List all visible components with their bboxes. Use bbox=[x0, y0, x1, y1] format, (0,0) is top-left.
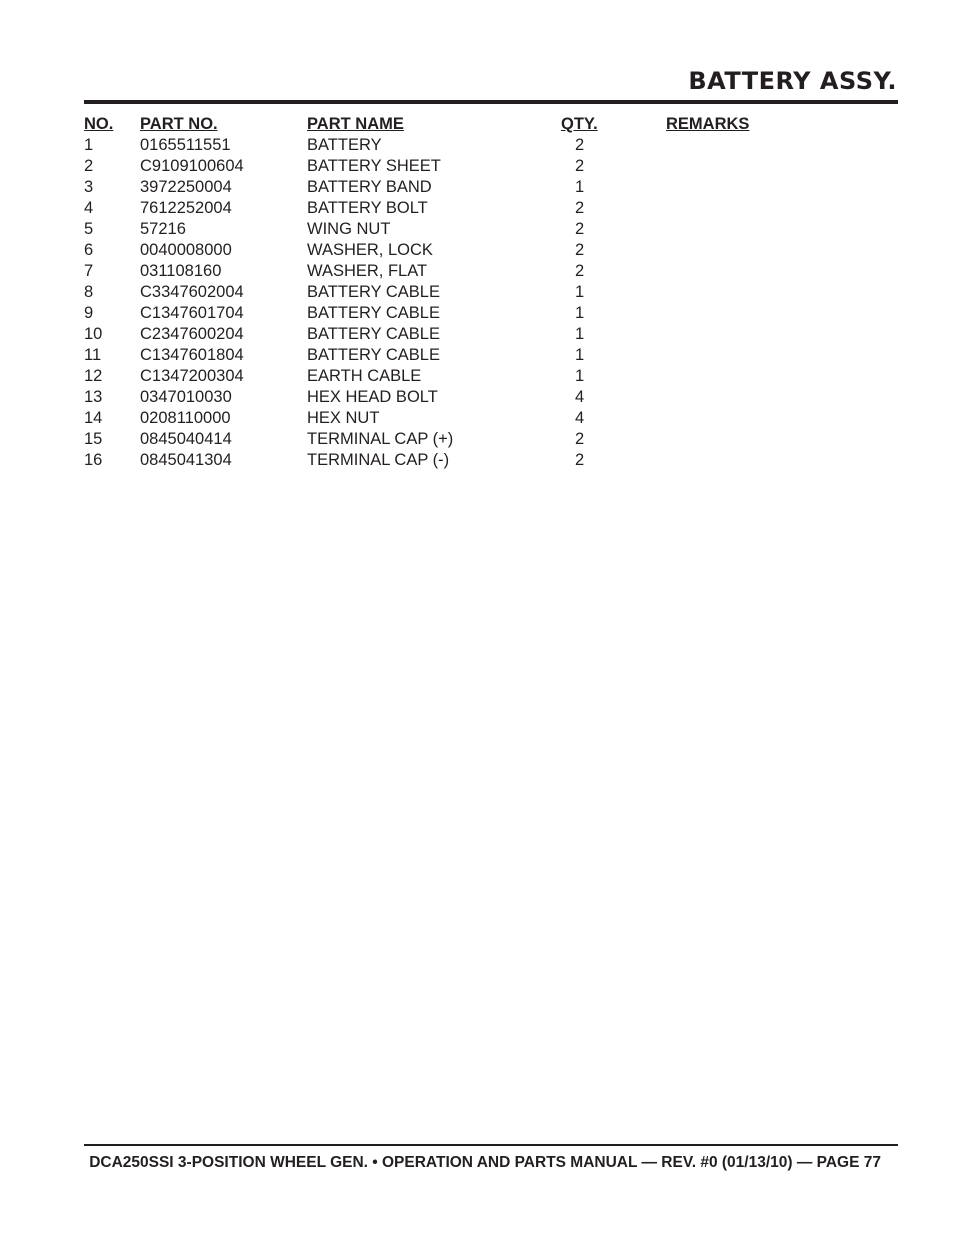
cell-part-name: BATTERY BOLT bbox=[307, 199, 428, 217]
table-row bbox=[84, 219, 844, 240]
table-row bbox=[84, 387, 844, 408]
cell-no: 2 bbox=[84, 157, 94, 175]
table-row bbox=[84, 303, 844, 324]
cell-part-name: BATTERY CABLE bbox=[307, 325, 440, 343]
cell-no: 15 bbox=[84, 430, 103, 448]
page-footer: DCA250SSI 3-POSITION WHEEL GEN. • OPERATION AND PARTS MANUAL — REV. #0 (01/13/10) — PAGE 77 bbox=[89, 1154, 881, 1171]
cell-remarks bbox=[666, 303, 816, 324]
table-row bbox=[84, 198, 844, 219]
cell-part-no: C1347200304 bbox=[140, 367, 244, 385]
cell-no: 3 bbox=[84, 178, 94, 196]
cell-qty: 2 bbox=[575, 430, 585, 448]
cell-part-no: 7612252004 bbox=[140, 199, 232, 217]
cell-no: 8 bbox=[84, 283, 94, 301]
cell-part-name: BATTERY CABLE bbox=[307, 283, 440, 301]
cell-part-no: 0040008000 bbox=[140, 241, 232, 259]
table-row bbox=[84, 429, 844, 450]
cell-part-no: 0347010030 bbox=[140, 388, 232, 406]
cell-remarks bbox=[666, 261, 816, 282]
cell-part-no: 0208110000 bbox=[140, 409, 231, 427]
cell-qty: 1 bbox=[575, 325, 585, 343]
cell-remarks bbox=[666, 324, 816, 345]
cell-qty: 2 bbox=[575, 262, 585, 280]
footer-rule bbox=[84, 1144, 898, 1146]
cell-part-no: 0165511551 bbox=[140, 136, 231, 154]
header-remarks: REMARKS bbox=[666, 115, 750, 133]
cell-part-name: WING NUT bbox=[307, 220, 391, 238]
cell-no: 9 bbox=[84, 304, 94, 322]
cell-part-name: TERMINAL CAP (+) bbox=[307, 430, 454, 448]
cell-no: 16 bbox=[84, 451, 103, 469]
cell-qty: 4 bbox=[575, 409, 585, 427]
cell-remarks bbox=[666, 408, 816, 429]
header-no: NO. bbox=[84, 115, 114, 133]
cell-part-no: 57216 bbox=[140, 220, 186, 238]
cell-no: 4 bbox=[84, 199, 94, 217]
cell-remarks bbox=[666, 198, 816, 219]
table-row bbox=[84, 156, 844, 177]
cell-part-name: BATTERY CABLE bbox=[307, 346, 440, 364]
cell-part-name: HEX NUT bbox=[307, 409, 380, 427]
cell-part-no: C1347601804 bbox=[140, 346, 244, 364]
table-row bbox=[84, 261, 844, 282]
cell-qty: 2 bbox=[575, 451, 585, 469]
cell-qty: 1 bbox=[575, 367, 585, 385]
cell-part-name: BATTERY CABLE bbox=[307, 304, 440, 322]
parts-table bbox=[84, 114, 844, 471]
cell-part-name: BATTERY SHEET bbox=[307, 157, 441, 175]
cell-no: 6 bbox=[84, 241, 94, 259]
cell-remarks bbox=[666, 450, 816, 471]
table-row bbox=[84, 324, 844, 345]
cell-qty: 2 bbox=[575, 136, 585, 154]
header-part-no: PART NO. bbox=[140, 115, 218, 133]
header-qty: QTY. bbox=[561, 115, 598, 133]
cell-part-no: C9109100604 bbox=[140, 157, 244, 175]
table-row bbox=[84, 177, 844, 198]
cell-qty: 1 bbox=[575, 178, 585, 196]
cell-remarks bbox=[666, 156, 816, 177]
cell-part-no: 031108160 bbox=[140, 262, 222, 280]
cell-remarks bbox=[666, 387, 816, 408]
cell-remarks bbox=[666, 282, 816, 303]
cell-part-name: WASHER, FLAT bbox=[307, 262, 428, 280]
cell-part-name: WASHER, LOCK bbox=[307, 241, 433, 259]
cell-qty: 2 bbox=[575, 220, 585, 238]
cell-no: 11 bbox=[84, 346, 102, 364]
cell-no: 1 bbox=[84, 136, 94, 154]
cell-no: 12 bbox=[84, 367, 103, 385]
cell-part-name: TERMINAL CAP (-) bbox=[307, 451, 450, 469]
cell-qty: 1 bbox=[575, 283, 585, 301]
table-row bbox=[84, 240, 844, 261]
cell-part-no: C1347601704 bbox=[140, 304, 244, 322]
cell-no: 5 bbox=[84, 220, 94, 238]
cell-remarks bbox=[666, 429, 816, 450]
table-row bbox=[84, 282, 844, 303]
cell-no: 10 bbox=[84, 325, 103, 343]
cell-no: 13 bbox=[84, 388, 103, 406]
page-title: BATTERY ASSY. bbox=[688, 67, 897, 95]
cell-qty: 2 bbox=[575, 199, 585, 217]
cell-qty: 2 bbox=[575, 157, 585, 175]
table-row bbox=[84, 366, 844, 387]
cell-qty: 2 bbox=[575, 241, 585, 259]
cell-part-name: EARTH CABLE bbox=[307, 367, 422, 385]
cell-part-name: HEX HEAD BOLT bbox=[307, 388, 438, 406]
cell-remarks bbox=[666, 219, 816, 240]
table-row bbox=[84, 450, 844, 471]
table-row bbox=[84, 135, 844, 156]
cell-qty: 1 bbox=[575, 304, 585, 322]
cell-remarks bbox=[666, 345, 816, 366]
table-row bbox=[84, 345, 844, 366]
table-header-row bbox=[84, 114, 844, 135]
table-row bbox=[84, 408, 844, 429]
cell-no: 14 bbox=[84, 409, 103, 427]
cell-no: 7 bbox=[84, 262, 94, 280]
table-body bbox=[84, 135, 844, 471]
cell-part-name: BATTERY bbox=[307, 136, 382, 154]
cell-remarks bbox=[666, 366, 816, 387]
cell-part-name: BATTERY BAND bbox=[307, 178, 432, 196]
cell-part-no: 0845041304 bbox=[140, 451, 232, 469]
cell-part-no: C2347600204 bbox=[140, 325, 244, 343]
cell-remarks bbox=[666, 177, 816, 198]
cell-part-no: C3347602004 bbox=[140, 283, 244, 301]
title-rule bbox=[84, 100, 898, 104]
cell-remarks bbox=[666, 135, 816, 156]
cell-remarks bbox=[666, 240, 816, 261]
cell-qty: 4 bbox=[575, 388, 585, 406]
cell-part-no: 3972250004 bbox=[140, 178, 232, 196]
cell-part-no: 0845040414 bbox=[140, 430, 232, 448]
header-part-name: PART NAME bbox=[307, 115, 404, 133]
cell-qty: 1 bbox=[575, 346, 585, 364]
